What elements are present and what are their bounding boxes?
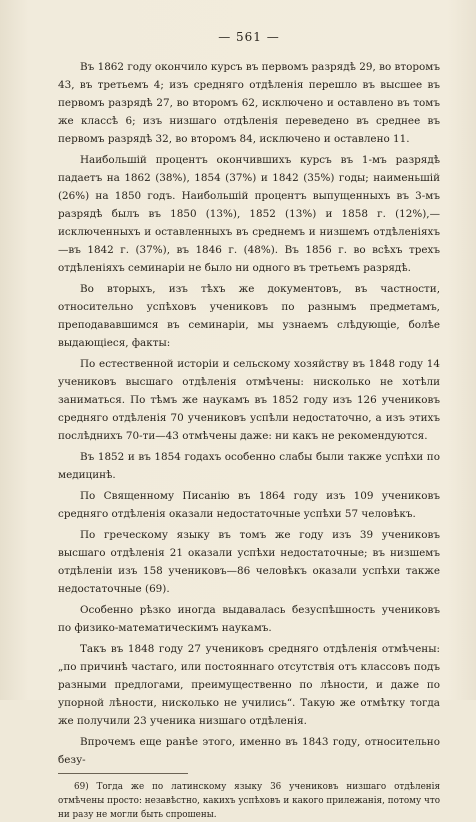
paragraph-natural-history: По естественной исторіи и сельскому хозяйству въ 1848 году 14 учениковъ высшаго отдѣленія отмѣчены: нисколько не хотѣли заниматься. По тѣмъ же наукамъ въ 1852 году изъ 126 учениковъ средняго отдѣленія 70 учениковъ успѣли недостаточно, а изъ этихъ послѣднихъ 70-ти—43 отмѣчены даже: ни какъ не рекомендуются. [58, 358, 440, 442]
footnote-69: 69) Тогда же по латинскому языку 36 учениковъ низшаго отдѣленія отмѣчены просто: незавѣстно, какихъ успѣховъ и какого прилежанія, потому что ни разу не могли быть спрошены. [58, 782, 440, 820]
paragraph-physics-math: Особенно рѣзко иногда выдавалась безуспѣшность учениковъ по физико-математическимъ наукамъ. [58, 604, 440, 634]
paragraph-1848-note: Такъ въ 1848 году 27 учениковъ средняго отдѣленія отмѣчены: „по причинѣ частаго, или постояннаго отсутствія отъ классовъ подъ разными предлогами, преимущественно по лѣности, и даже по упорной лѣности, нисколько не учились“. Такую же отмѣтку тогда же получили 23 ученика низшаго отдѣленія. [58, 643, 440, 727]
paragraph-percentages: Наибольшій процентъ окончившихъ курсъ въ 1-мъ разрядѣ падаетъ на 1862 (38%), 1854 (37%) и 1842 (35%) годы; наименьшій (26%) на 1850 годъ. Наибольшій процентъ выпущенныхъ въ 3-мъ разрядѣ былъ въ 1850 (13%), 1852 (13%) и 1858 г. (12%),—исключенныхъ и оставленныхъ въ среднемъ и низшемъ отдѣленіяхъ—въ 1842 г. (37%), въ 1846 г. (48%). Въ 1856 г. во всѣхъ трехъ отдѣленіяхъ семинаріи не было ни одного въ третьемъ разрядѣ. [58, 154, 440, 274]
page-number: — 561 — [218, 30, 280, 44]
paragraph-secondly: Во вторыхъ, изъ тѣхъ же документовъ, въ частности, относительно успѣховъ учениковъ по разнымъ предметамъ, преподававшимся въ семинаріи, мы узнаемъ слѣдующіе, болѣе выдающіеся, факты: [58, 283, 440, 349]
paragraph-graduation-1862: Въ 1862 году окончило курсъ въ первомъ разрядѣ 29, во второмъ 43, въ третьемъ 4; изъ средняго отдѣленія перешло въ высшее въ первомъ разрядѣ 27, во второмъ 62, исключено и оставлено въ томъ же классѣ 6; изъ низшаго отдѣленія переведено въ среднее въ первомъ разрядѣ 32, во второмъ 84, исключено и оставлено 11. [58, 61, 440, 145]
paragraph-greek: По греческому языку въ томъ же году изъ 39 учениковъ высшаго отдѣленія 21 оказали успѣхи недостаточные; въ низшемъ отдѣленіи изъ 158 учениковъ—86 человѣкъ оказали успѣхи также недостаточные (69). [58, 529, 440, 595]
paragraph-scripture: По Священному Писанію въ 1864 году изъ 109 учениковъ средняго отдѣленія оказали недостаточные успѣхи 57 человѣкъ. [58, 490, 440, 520]
paragraph-1843: Впрочемъ еще ранѣе этого, именно въ 1843 году, относительно безу- [58, 736, 440, 766]
paragraph-medicine: Въ 1852 и въ 1854 годахъ особенно слабы были также успѣхи по медицинѣ. [58, 451, 440, 481]
footnote-divider [58, 773, 188, 774]
